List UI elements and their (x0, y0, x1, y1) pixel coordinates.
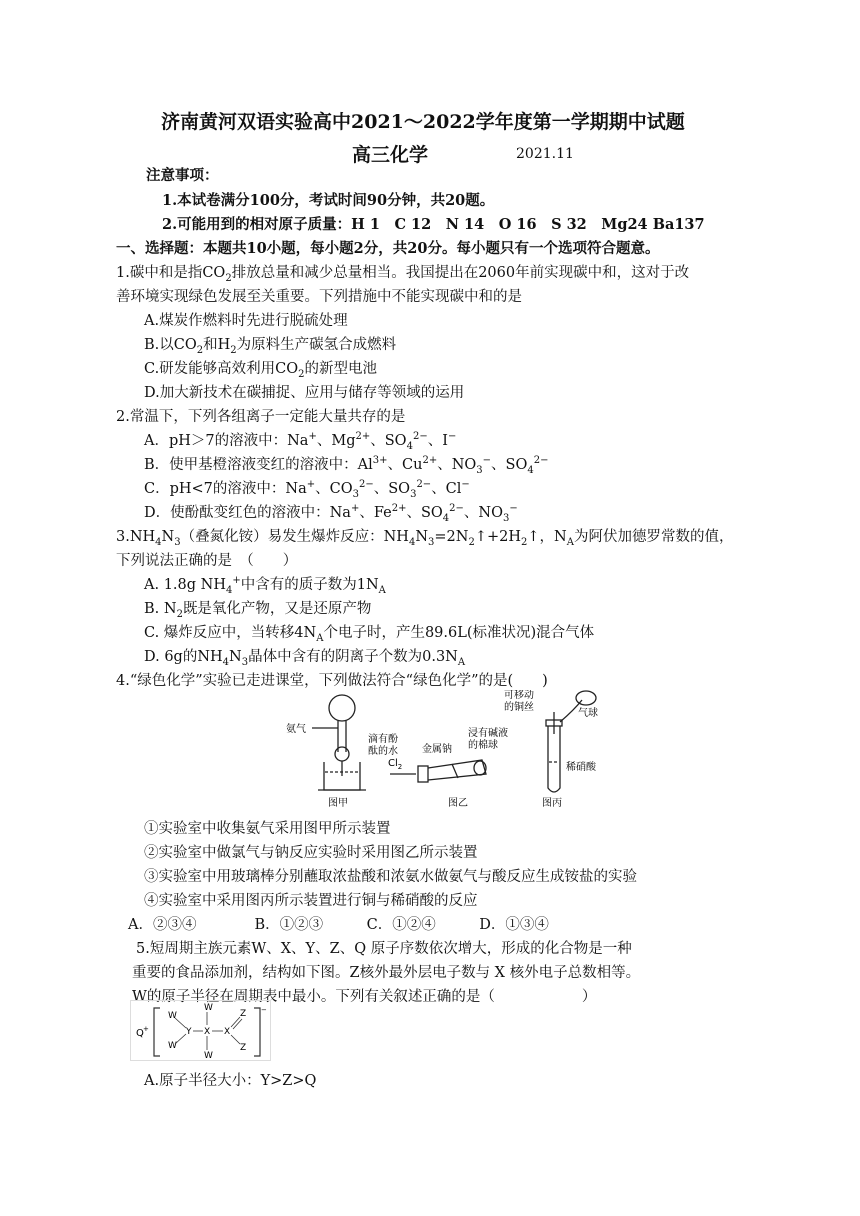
label-water-2: 酞的水 (368, 746, 398, 757)
label-balloon: 气球 (578, 708, 598, 719)
struct-z1: Z (240, 1009, 247, 1019)
label-cotton-2: 的棉球 (468, 740, 498, 751)
q2-option-a: A．pH＞7的溶液中：Na+、$Mg^{2+}$、$SO_4^{2-}$、I− (144, 431, 457, 452)
struct-q-charge: + (143, 1025, 149, 1033)
notes-item-1: 1.本试卷满分100分，考试时间90分钟，共20题。 (162, 192, 495, 209)
q3-option-b: B. $N_2$既是氧化产物，又是还原产物 (144, 601, 372, 620)
q1-line-2: 善环境实现绿色发展至关重要。下列措施中不能实现碳中和的是 (116, 289, 522, 305)
struct-x1: X (204, 1027, 211, 1037)
caption-c: 图丙 (542, 798, 562, 809)
caption-a: 图甲 (328, 798, 348, 809)
label-sodium: 金属钠 (422, 744, 452, 755)
notes-item-2: 2.可能用到的相对原子质量：H 1 C 12 N 14 O 16 S 32 Mg24 Ba137 (162, 216, 705, 233)
q4-apparatus-figure (282, 690, 622, 810)
q5-line-3: W的原子半径在周期表中最小。下列有关叙述正确的是（ ） (132, 989, 597, 1005)
notes-heading: 注意事项： (146, 167, 219, 184)
struct-charge: − (261, 1006, 267, 1014)
q3-option-a: A. 1.8g $NH_4^+$中含有的质子数为$1N_A$ (144, 575, 386, 596)
struct-w4: W (204, 1051, 213, 1061)
label-water-1: 滴有酚 (368, 734, 398, 745)
q4-options: A．②③④ B．①②③ C．①②④ D．①③④ (128, 917, 549, 933)
q5-structure-figure (130, 1000, 276, 1066)
label-copper-1: 可移动 (504, 690, 534, 701)
q2-option-c: C．pH<7的溶液中：Na+、$CO_3^{2-}$、$SO_3^{2-}$、Cl− (144, 479, 470, 500)
caption-b: 图乙 (448, 798, 468, 809)
q3-line-1: $3.NH_4N_3$（叠氮化铵）易发生爆炸反应：$NH_4N_3=2N_2↑+2H_2↑$，$N_A$为阿伏加德罗常数的值， (116, 529, 734, 548)
q3-option-d: D. 6g的$NH_4N_3$晶体中含有的阴离子个数为$0.3N_A$ (144, 649, 466, 668)
struct-y: Y (186, 1027, 192, 1037)
struct-w2: W (168, 1041, 177, 1051)
q1-option-a: A.煤炭作燃料时先进行脱硫处理 (144, 313, 348, 329)
apparatus-b (390, 760, 486, 782)
q5-option-a: A.原子半径大小：Y>Z>Q (144, 1073, 317, 1089)
exam-date: 2021.11 (516, 146, 574, 162)
struct-w1: W (168, 1011, 177, 1021)
q4-statement-1: ①实验室中收集氨气采用图甲所示装置 (144, 821, 391, 837)
q2-option-d: D．使酚酞变红色的溶液中：Na+、$Fe^{2+}$、$SO_4^{2-}$、$NO_3^-$ (144, 503, 518, 524)
q3-line-2: 下列说法正确的是 （ ） (116, 553, 298, 569)
q4-stem: 4.“绿色化学”实验已走进课堂，下列做法符合“绿色化学”的是( ) (116, 673, 548, 689)
q5-line-2: 重要的食品添加剂，结构如下图。Z核外最外层电子数与 X 核外电子总数相等。 (132, 965, 641, 981)
q1-option-c: C.研发能够高效利用$CO_2$的新型电池 (144, 361, 378, 380)
label-ammonia: 氨气 (286, 724, 306, 735)
q2-option-b: B．使甲基橙溶液变红的溶液中：$Al^{3+}$、$Cu^{2+}$、$NO_3^-$、$SO_4^{2-}$ (144, 455, 549, 476)
page-title: 济南黄河双语实验高中2021～2022学年度第一学期期中试题 (161, 111, 685, 133)
q4-statement-2: ②实验室中做氯气与钠反应实验时采用图乙所示装置 (144, 845, 478, 861)
label-copper-2: 的铜丝 (504, 702, 534, 713)
label-cl2: $Cl_2$ (388, 758, 403, 771)
q1-option-d: D.加大新技术在碳捕捉、应用与储存等领域的运用 (144, 385, 465, 401)
q3-option-c: C. 爆炸反应中，当转移$4N_A$个电子时，产生89.6L(标准状况)混合气体 (144, 625, 595, 644)
struct-x2: X (224, 1027, 231, 1037)
label-acid: 稀硝酸 (566, 762, 596, 773)
struct-q: Q (136, 1028, 144, 1039)
q1-line-1: 1.碳中和是指$CO_2$排放总量和减少总量相当。我国提出在2060年前实现碳中和，这对于改 (116, 265, 690, 284)
label-cotton-1: 浸有碱液 (468, 728, 508, 739)
section-heading: 一、选择题：本题共10小题，每小题2分，共20分。每小题只有一个选项符合题意。 (116, 240, 660, 257)
q5-line-1: 5.短周期主族元素W、X、Y、Z、Q 原子序数依次增大，形成的化合物是一种 (136, 941, 632, 957)
apparatus-c (546, 691, 596, 792)
apparatus-a (312, 695, 366, 790)
q1-option-b: B.以$CO_2$和$H_2$为原料生产碳氢合成燃料 (144, 337, 397, 356)
q4-statement-4: ④实验室中采用图丙所示装置进行铜与稀硝酸的反应 (144, 893, 478, 909)
q2-stem: 2.常温下，下列各组离子一定能大量共存的是 (116, 409, 406, 425)
struct-w3: W (204, 1003, 213, 1013)
subject-title: 高三化学 (352, 144, 429, 166)
struct-z2: Z (240, 1043, 247, 1053)
q4-statement-3: ③实验室中用玻璃棒分别蘸取浓盐酸和浓氨水做氨气与酸反应生成铵盐的实验 (144, 869, 637, 885)
